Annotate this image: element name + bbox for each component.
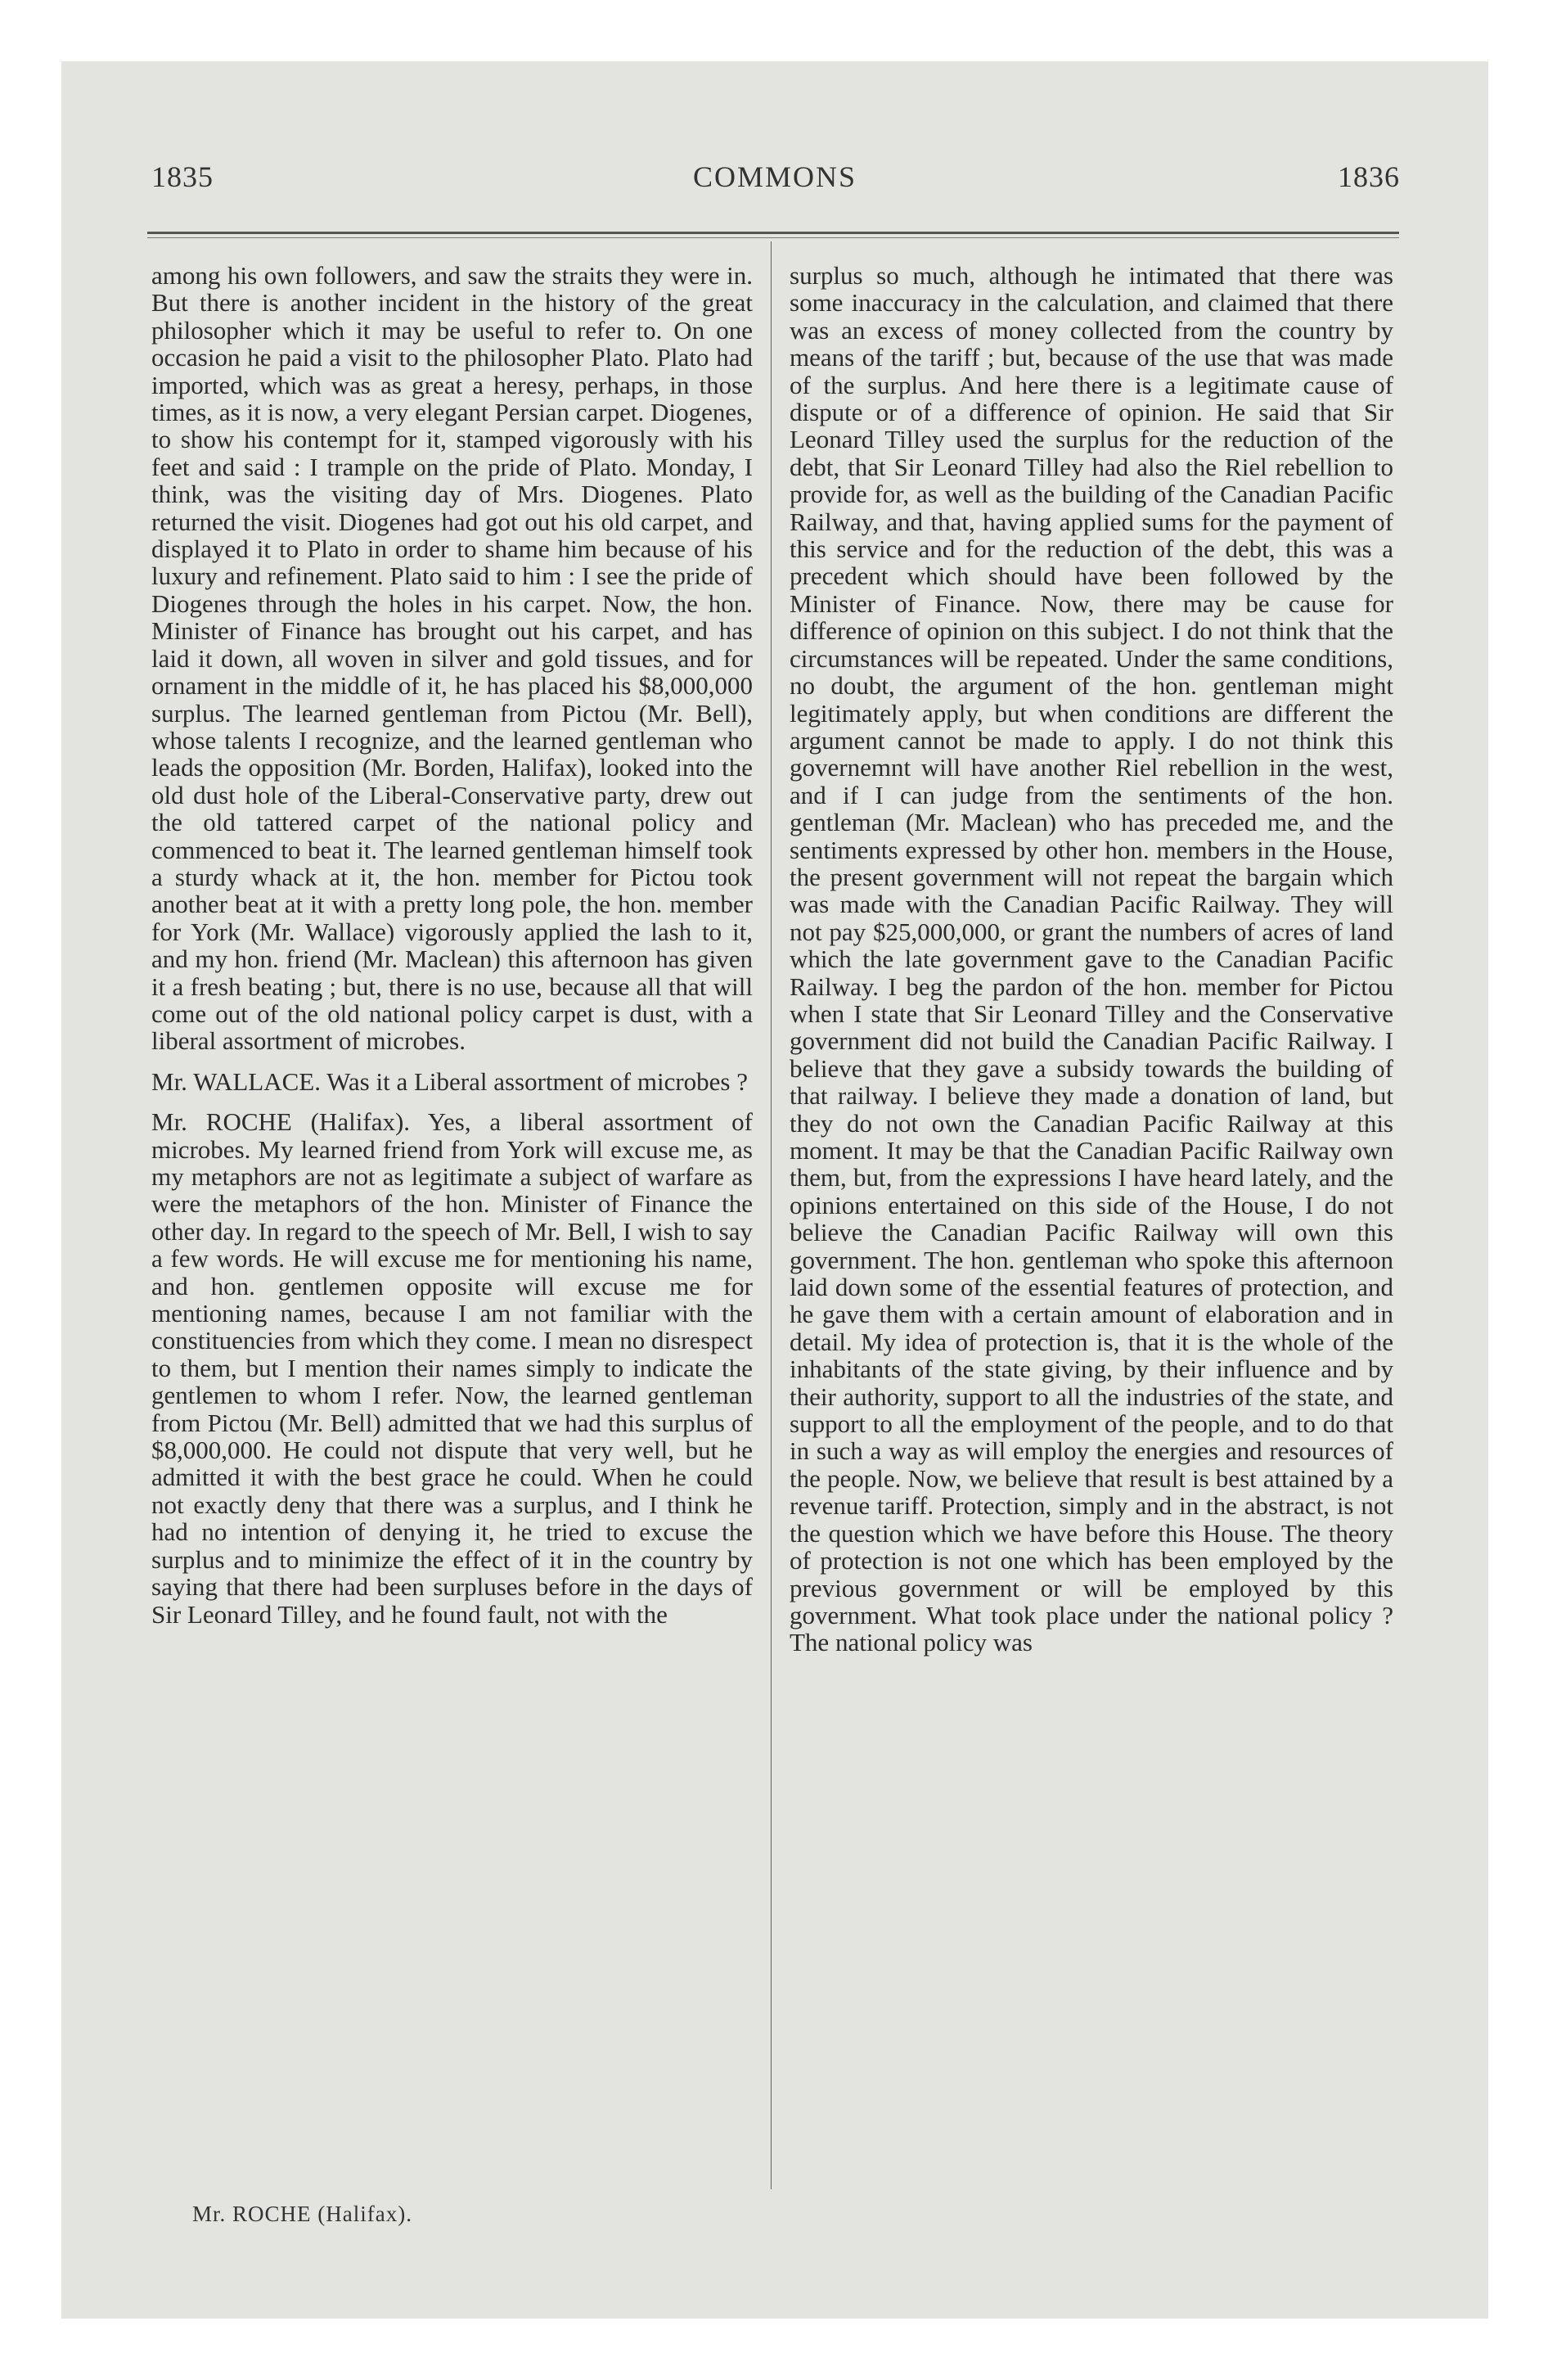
page-footer-speaker: Mr. ROCHE (Halifax). <box>192 2202 412 2226</box>
right-column <box>790 262 1393 1657</box>
running-title: COMMONS <box>692 160 857 193</box>
left-page-number: 1835 <box>151 160 214 193</box>
column-divider <box>771 241 772 2189</box>
header-rule-thin <box>147 237 1399 238</box>
page-sheet <box>61 61 1488 2319</box>
left-column <box>151 262 753 1628</box>
paragraph: among his own followers, and saw the straits they were in. But there is another incident in the history of the great philosopher which it may be useful to refer to. On one occasion he paid a visit to the philosopher Plato. Plato had imported, which was as great a heresy, perhaps, in those times, as it is now, a very elegant Persian carpet. Diogenes, to show his contempt for it, stamped vigorously with his feet and said : I trample on the pride of Plato. Monday, I think, was the visiting day of Mrs. Diogenes. Plato returned the visit. Diogenes had got out his old carpet, and displayed it to Plato in order to shame him because of his luxury and refinement. Plato said to him : I see the pride of Diogenes through the holes in his carpet. Now, the hon. Minister of Finance has brought out his carpet, and has laid it down, all woven in silver and gold tissues, and for ornament in the middle of it, he has placed his $8,000,000 surplus. The learned gentleman from Pictou (Mr. Bell), whose talents I recognize, and the learned gentleman who leads the opposition (Mr. Borden, Halifax), looked into the old dust hole of the Liberal-Conservative party, drew out the old tattered carpet of the national policy and commenced to beat it. The learned gentleman himself took a sturdy whack at it, the hon. member for Pictou took another beat at it with a pretty long pole, the hon. member for York (Mr. Wallace) vigorously applied the lash to it, and my hon. friend (Mr. Maclean) this afternoon has given it a fresh beating ; but, there is no use, because all that will come out of the old national policy carpet is dust, with a liberal assortment of microbes. <box>151 261 753 1056</box>
paragraph: Mr. ROCHE (Halifax). Yes, a liberal assortment of microbes. My learned friend from York will excuse me, as my metaphors are not as legitimate a subject of warfare as were the metaphors of the hon. Minister of Finance the other day. In regard to the speech of Mr. Bell, I wish to say a few words. He will excuse me for mentioning his name, and hon. gentlemen opposite will excuse me for mentioning names, because I am not familiar with the constituencies from which they come. I mean no disrespect to them, but I mention their names simply to indicate the gentlemen to whom I refer. Now, the learned gentleman from Pictou (Mr. Bell) admitted that we had this surplus of $8,000,000. He could not dispute that very well, but he admitted it with the best grace he could. When he could not exactly deny that there was a surplus, and I think he had no intention of denying it, he tried to excuse the surplus and to minimize the effect of it in the country by saying that there had been surpluses before in the days of Sir Leonard Tilley, and he found fault, not with the <box>151 1107 753 1629</box>
header-rule <box>147 232 1399 234</box>
paragraph: Mr. WALLACE. Was it a Liberal assortment of microbes ? <box>151 1066 748 1096</box>
right-page-number: 1836 <box>1338 160 1400 193</box>
paragraph: surplus so much, although he intimated that there was some inaccuracy in the calculation, and claimed that there was an excess of money collected from the country by means of the tariff ; but, because of the use that was made of the surplus. And here there is a legitimate cause of dispute or of a difference of opinion. He said that Sir Leonard Tilley used the surplus for the reduction of the debt, that Sir Leonard Tilley had also the Riel rebellion to provide for, as well as the building of the Canadian Pacific Railway, and that, having applied sums for the payment of this service and for the reduction of the debt, this was a precedent which should have been followed by the Minister of Finance. Now, there may be cause for difference of opinion on this subject. I do not think that the circumstances will be repeated. Under the same conditions, no doubt, the argument of the hon. gentleman might legitimately apply, but when conditions are different the argument cannot be made to apply. I do not think this governemnt will have another Riel rebellion in the west, and if I can judge from the sentiments of the hon. gentleman (Mr. Maclean) who has preceded me, and the sentiments expressed by other hon. members in the House, the present government will not repeat the bargain which was made with the Canadian Pacific Railway. They will not pay $25,000,000, or grant the numbers of acres of land which the late government gave to the Canadian Pacific Railway. I beg the pardon of the hon. member for Pictou when I state that Sir Leonard Tilley and the Conservative government did not build the Canadian Pacific Railway. I believe that they gave a subsidy towards the building of that railway. I believe they made a donation of land, but they do not own the Canadian Pacific Railway at this moment. It may be that the Canadian Pacific Railway own them, but, from the expressions I have heard lately, and the opinions entertained on this side of the House, I do not believe the Canadian Pacific Railway will own this government. The hon. gentleman who spoke this afternoon laid down some of the essential features of protection, and he gave them with a certain amount of elaboration and in detail. My idea of protection is, that it is the whole of the inhabitants of the state giving, by their influence and by their authority, support to all the industries of the state, and support to all the employment of the people, and to do that in such a way as will employ the energies and resources of the people. Now, we believe that result is best attained by a revenue tariff. Protection, simply and in the abstract, is not the question which we have before this House. The theory of protection is not one which has been employed by the previous government or will be employed by this government. What took place under the national policy ? The national policy was <box>790 261 1393 1657</box>
